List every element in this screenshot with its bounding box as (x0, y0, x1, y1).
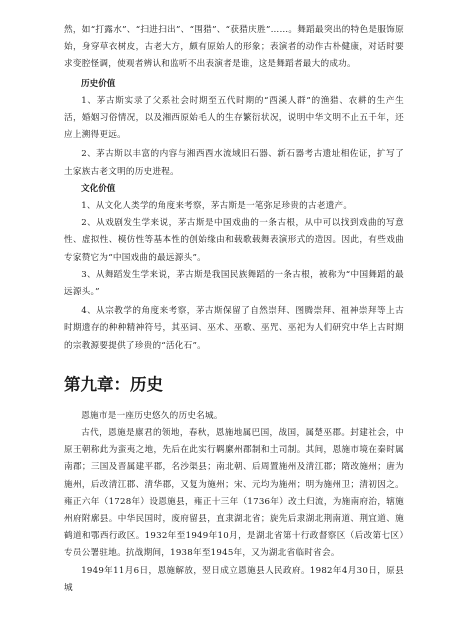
culture-item-2: 2、从戏剧发生学来说，茅古斯是中国戏曲的一条古根，从中可以找到戏曲的写意性、虚拟性、模仿性等基本性的创始缘由和载歌载舞表演形式的造因。因此，有些戏曲专家赞它为“中国戏曲的最远源头”。 (64, 218, 404, 263)
culture-value-heading: 文化价值 (81, 183, 116, 194)
history-item-1: 1、茅古斯实录了父系社会时期至五代时期的“酉溪人群”的渔猎、农耕的生产生活，婚姻习俗情况，以及湘西原始毛人的生存繁衍状况，说明中华文明不止五千年，还应上溯得更远。 (64, 95, 404, 141)
intro-paragraph: 然，如“打露水”、“扫进扫出”、“围猎”、“获猎庆胜”……。舞蹈最突出的特色是服饰原始，身穿草衣树皮，古老大方，颇有原始人的形象；表演者的动作古朴健康，对话时要求变腔怪调，使观者辨认和监听不出表演者是谁，这是舞蹈者最大的成功。 (64, 25, 404, 70)
chapter-paragraph-2: 古代，恩施是廪君的领地，春秋，恩施地属巴国，战国，属楚巫郡。封建社会，中原王朝称此为蛮夷之地，先后在此实行羁縻州郡制和土司制。其间，恩施市境在秦时属南郡；三国及晋属建平郡，名沙渠县；南北朝、后周置施州及清江郡；隋改施州；唐为施州，后改清江郡、清华郡，又复为施州；宋、元均为施州；明为施州卫；清初因之。雍正六年（1728年）设恩施县，雍正十三年（1736年）改土归流，为施南府治，辖施州府附廓县。中华民国时，废府留县，直隶湖北省；旋先后隶湖北荆南道、荆宜道、施鹤道和鄂西行政区。1932年至1949年10月，是湖北省第十行政督察区（后改第七区）专员公署驻地。抗战期间，1938年至1945年，又为湖北省临时省会。 (64, 428, 404, 559)
culture-item-1: 1、从文化人类学的角度来考察，茅古斯是一笔弥足珍贵的古老遗产。 (81, 201, 353, 212)
chapter-paragraph-1: 恩施市是一座历史悠久的历史名城。 (81, 410, 223, 421)
chapter-paragraph-3: 1949年11月6日，恩施解放，翌日成立恩施县人民政府。1982年4月30日，原县城 (64, 565, 404, 593)
history-value-heading: 历史价值 (81, 78, 116, 89)
history-item-2: 2、茅古斯以丰富的内容与湘西酉水流域旧石器、新石器考古遗址相佐证，扩写了土家族古老文明的历史进程。 (64, 149, 404, 177)
culture-item-4: 4、从宗教学的角度来考察，茅古斯保留了自然崇拜、图腾崇拜、祖神崇拜等上古时期遗存的种种精神符号，其巫词、巫术、巫歌、巫咒、巫祀为人们研究中华上古时期的宗教源要提供了珍贵的“活化石”。 (64, 306, 404, 351)
culture-item-3: 3、从舞蹈发生学来说，茅古斯是我国民族舞蹈的一条古根，被称为“中国舞蹈的最远源头。” (64, 269, 404, 298)
chapter-title: 第九章：历史 (64, 374, 163, 394)
